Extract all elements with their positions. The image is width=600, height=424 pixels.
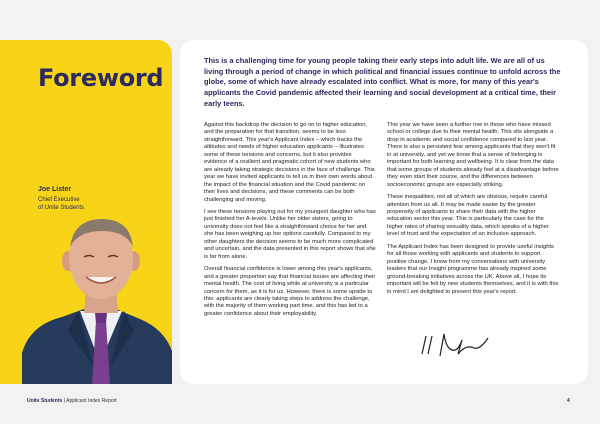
page-number: 4 — [567, 398, 570, 404]
footer-report-name: Applicant Index Report — [66, 398, 117, 404]
author-role — [38, 196, 84, 212]
author-role-line-2: of Unite Students — [38, 205, 85, 211]
footer-separator: | — [63, 398, 65, 404]
footer-brand: Unite Students — [27, 398, 63, 404]
body-paragraph: These inequalities, not all of which are obvious, require careful attention from us all. It may be made easier by the greater propensity of applicants to share their data with the higher education sector this year. This is particularly the case for the higher rates of sharing sexuality data, which speaks of a higher level of trust and the expectation of an inclusive approach. — [387, 194, 549, 238]
page-title: Foreword — [38, 64, 164, 92]
body-paragraph: Overall financial confidence is lower among this year's applicants, and a greater proportion say that financial issues are affecting their mental health. The cost of living while at university is a particular concern for them, as it is for us. However, there is some upside to this: applicants are clearly taking steps to address the challenge, with the majority of them working part time, and this has led to a greater confidence about their employability. — [204, 266, 376, 317]
lead-paragraph: This is a challenging time for young people taking their early steps into adult life. We are all of us living through a period of change in which political and financial issues continue to unfold across the globe, some of which have already escalated into conflict. What is more, for many of this year's applicants the Covid pandemic affected their learning and social development at a critical time, their early teens. — [204, 56, 561, 108]
footer — [27, 398, 117, 404]
body-paragraph: This year we have seen a further rise in those who have missed school or college due to their mental health. This sits alongside a drop in academic and social confidence compared to last year. There is also a persistent fear among applicants that they won't fit in at university, and yet we know that a sense of belonging is important for both learning and wellbeing. It is clear from the data that some groups of students already feel at a disadvantage before they even start their course, and the differences between socioeconomic groups are especially striking. — [387, 122, 559, 188]
body-paragraph: Against this backdrop the decision to go on to higher education, and the preparation for that transition, seems to be less straightforward. This year's Applicant Index – which tracks the altitudes and needs of higher education applicants – illustrates some of these tensions and concerns, but it also provides evidence of a resilient and pragmatic cohort of new students who are already taking strategic decisions in the face of challenge. This year we have invited applicants to tell us in their own words about the impact of the financial situation and the Covid pandemic on their lives and decisions, and these comments can be both challenging and moving. — [204, 122, 375, 203]
author-block — [38, 186, 84, 212]
portrait-tie-knot — [95, 313, 107, 323]
body-paragraph: The Applicant Index has been designed to provide useful insights for all those working with applicants and students to support positive change. I know from my conversations with university leaders that our Insight programme has already inspired some ground-breaking initiatives across the UK. Above all, I hope its important will be felt by new students themselves, and it is with this in mind I am delighted to present this year's report. — [387, 243, 559, 295]
signature — [418, 330, 498, 360]
author-portrait — [22, 213, 172, 384]
body-column-right — [387, 122, 559, 301]
author-name: Joe Lister — [38, 186, 72, 193]
author-role-line-1: Chief Executive — [38, 197, 80, 203]
body-paragraph: I see these tensions playing out for my youngest daughter who has just finished her A-levels. Unlike her older sisters, going to university does not feel like a straightforward choice for her and she has been weighing up her options carefully. Compared to my other daughters the decision seems to be much more complicated and uncertain, and the data presented in this report shows that she is far from alone. — [204, 208, 376, 260]
body-column-left — [204, 122, 376, 323]
